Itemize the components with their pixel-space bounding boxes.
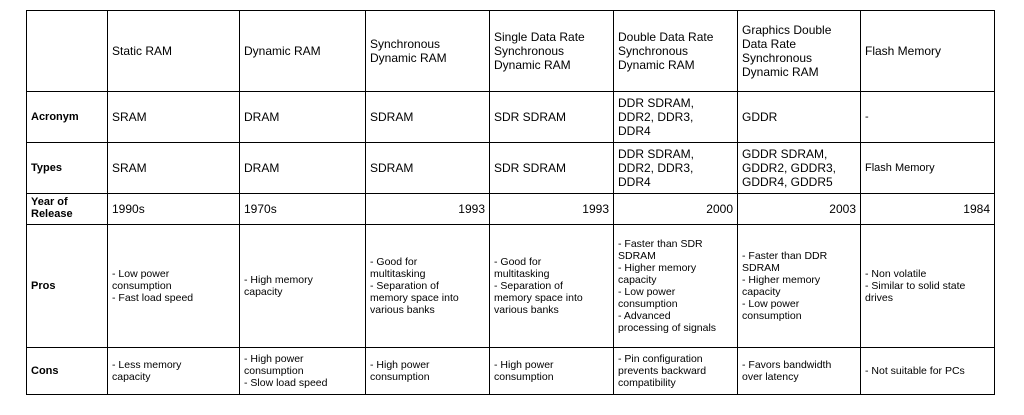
cell-line: memory space into	[494, 292, 583, 305]
cell-line: - High memory	[244, 273, 313, 286]
table-row-year-of-release	[27, 194, 995, 225]
table-cell	[366, 225, 490, 348]
header-text: Dynamic RAM	[244, 43, 321, 58]
cell-line: capacity	[112, 371, 151, 383]
table-cell: SDR SDRAM	[490, 92, 614, 143]
table-cell	[240, 348, 366, 395]
table-cell	[490, 348, 614, 395]
table-cell: 2000	[614, 194, 738, 225]
cell-line: - Advanced	[618, 310, 671, 323]
header-text: Synchronous	[370, 36, 441, 51]
cell-line: various banks	[370, 304, 435, 317]
header-text: Dynamic RAM	[742, 65, 819, 80]
cell-line: memory space into	[370, 292, 459, 305]
table-cell: GDDR	[738, 92, 861, 143]
cell-line: - Slow load speed	[244, 377, 328, 390]
cell-line: consumption	[742, 310, 802, 323]
table-row-cons	[27, 348, 995, 395]
cell-line: GDDR2, GDDR3,	[742, 160, 837, 175]
cell-line: - High power	[494, 358, 554, 371]
cell-line: - Separation of	[370, 279, 439, 292]
cell-line: - Separation of	[494, 279, 563, 292]
header-text: Static RAM	[112, 43, 173, 58]
cell-line: - Similar to solid state	[865, 279, 966, 292]
cell-line: - Good for	[370, 255, 418, 268]
header-text: Dynamic RAM	[494, 58, 571, 73]
header-cell-gddr-sdram	[738, 11, 861, 92]
header-text: Dynamic RAM	[370, 51, 447, 65]
table-cell	[366, 348, 490, 395]
cell-line: DDR SDRAM,	[618, 95, 695, 110]
header-text: Synchronous	[742, 51, 813, 65]
cell-line: various banks	[494, 304, 559, 317]
header-text: Synchronous	[618, 43, 689, 58]
table-cell: SDRAM	[366, 92, 490, 143]
cell-line: DDR SDRAM,	[618, 146, 695, 161]
table-wrapper	[26, 10, 995, 395]
cell-line: - Low power	[618, 286, 676, 298]
row-label	[27, 194, 108, 225]
cell-line: SDRAM	[618, 249, 656, 262]
table-cell	[738, 348, 861, 395]
table-cell: 1984	[861, 194, 995, 225]
table-cell	[614, 143, 738, 194]
cell-line: - High power	[244, 352, 304, 365]
table-cell: DRAM	[240, 143, 366, 194]
header-row	[27, 11, 995, 92]
table-cell: 1970s	[240, 194, 366, 225]
table-cell: - Not suitable for PCs	[861, 348, 995, 395]
table-cell	[240, 225, 366, 348]
cell-line: consumption	[244, 364, 304, 377]
row-label: Pros	[27, 225, 108, 348]
table-cell: 1993	[366, 194, 490, 225]
cell-line: - Non volatile	[865, 267, 927, 280]
table-cell: 1993	[490, 194, 614, 225]
cell-line: - Higher memory	[618, 261, 697, 274]
header-cell-flash-memory	[861, 11, 995, 92]
header-text: Double Data Rate	[618, 29, 714, 44]
cell-line: DDR4	[618, 124, 651, 139]
table-cell	[614, 348, 738, 395]
cell-line: DDR4	[618, 175, 651, 190]
header-cell-static-ram	[108, 11, 240, 92]
table-cell: SDR SDRAM	[490, 143, 614, 194]
header-text: Dynamic RAM	[618, 58, 695, 73]
header-cell-sdr-sdram	[490, 11, 614, 92]
cell-line: consumption	[112, 279, 172, 292]
table-cell: SRAM	[108, 92, 240, 143]
table-cell	[490, 225, 614, 348]
header-cell-dynamic-ram	[240, 11, 366, 92]
cell-line: drives	[865, 292, 894, 305]
header-cell-sdram	[366, 11, 490, 92]
table-cell: 1990s	[108, 194, 240, 225]
cell-line: - Favors bandwidth	[742, 358, 832, 371]
row-label-line: Year of	[31, 196, 68, 209]
cell-line: GDDR SDRAM,	[742, 146, 828, 161]
table-cell: SRAM	[108, 143, 240, 194]
table-row-types	[27, 143, 995, 194]
cell-line: - Good for	[494, 255, 542, 268]
header-text: Flash Memory	[865, 43, 942, 58]
header-cell-ddr-sdram	[614, 11, 738, 92]
cell-line: processing of signals	[618, 322, 717, 335]
table-row-pros	[27, 225, 995, 348]
table-cell: Flash Memory	[861, 143, 995, 194]
cell-line: over latency	[742, 371, 799, 383]
table-cell: SDRAM	[366, 143, 490, 194]
header-corner-cell	[27, 11, 108, 92]
cell-line: - Less memory	[112, 358, 182, 371]
table-cell	[614, 92, 738, 143]
cell-line: multitasking	[370, 267, 426, 280]
cell-line: DDR2, DDR3,	[618, 109, 694, 124]
cell-line: prevents backward	[618, 364, 707, 377]
table-cell	[614, 225, 738, 348]
table-cell	[738, 225, 861, 348]
cell-line: GDDR4, GDDR5	[742, 175, 833, 190]
table-cell: 2003	[738, 194, 861, 225]
table-cell	[861, 225, 995, 348]
cell-line: multitasking	[494, 267, 550, 280]
cell-line: - High power	[370, 358, 430, 371]
cell-line: consumption	[618, 298, 678, 311]
table-row-acronym	[27, 92, 995, 143]
cell-line: capacity	[742, 286, 781, 298]
header-text: Data Rate	[742, 36, 797, 51]
header-text: Graphics Double	[742, 22, 832, 37]
header-text: Single Data Rate	[494, 29, 585, 44]
cell-line: compatibility	[618, 377, 676, 390]
table-cell: -	[861, 92, 995, 143]
cell-line: DDR2, DDR3,	[618, 160, 694, 175]
cell-line: - Low power	[742, 298, 800, 311]
row-label-line: Release	[31, 208, 73, 220]
table-cell	[108, 225, 240, 348]
cell-line: - Pin configuration	[618, 352, 703, 365]
table-cell	[108, 348, 240, 395]
header-text: Synchronous	[494, 43, 565, 58]
cell-line: - Faster than DDR	[742, 249, 828, 262]
row-label: Cons	[27, 348, 108, 395]
cell-line: - Faster than SDR	[618, 237, 703, 250]
cell-line: consumption	[370, 371, 430, 383]
cell-line: capacity	[244, 286, 283, 298]
cell-line: capacity	[618, 273, 657, 286]
cell-line: SDRAM	[742, 261, 780, 274]
table-cell: DRAM	[240, 92, 366, 143]
row-label: Acronym	[27, 92, 108, 143]
cell-line: - Higher memory	[742, 273, 821, 286]
cell-line: consumption	[494, 371, 554, 383]
row-label: Types	[27, 143, 108, 194]
cell-line: - Fast load speed	[112, 292, 194, 305]
table-cell	[738, 143, 861, 194]
cell-line: - Low power	[112, 267, 170, 280]
ram-comparison-table	[26, 10, 995, 395]
